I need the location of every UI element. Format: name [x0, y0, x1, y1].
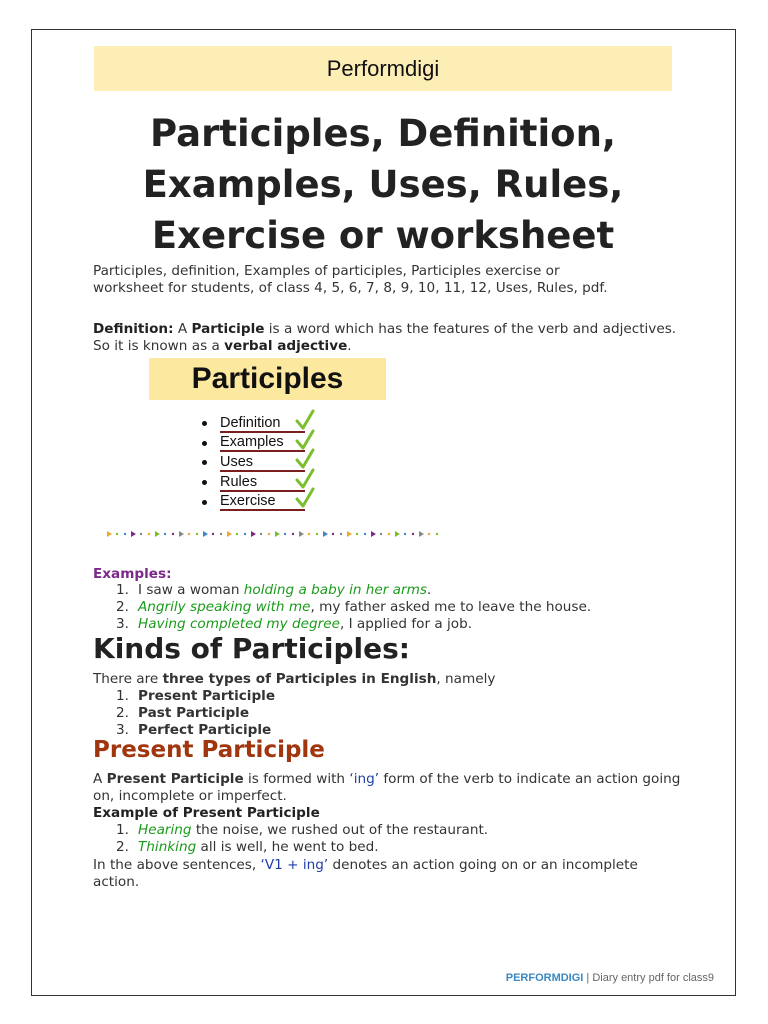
para-bold: Present Participle — [106, 771, 244, 787]
para-text: form of the verb to indicate an action going on, incomplete or imperfect. — [93, 771, 681, 804]
graphic-title: Participles — [149, 358, 386, 400]
divider-mark — [124, 533, 126, 535]
present-example-heading: Example of Present Participle — [93, 805, 320, 821]
checkmark-icon — [295, 487, 315, 509]
bullet-icon — [202, 500, 207, 505]
title-line-1: Participles, Definition, — [150, 112, 616, 155]
intro-text: , namely — [436, 671, 496, 687]
intro-paragraph — [93, 263, 683, 297]
kinds-heading: Kinds of Participles: — [93, 632, 410, 665]
page-title — [94, 108, 672, 261]
divider-mark — [340, 533, 342, 535]
divider-mark — [116, 533, 118, 535]
list-item — [116, 688, 275, 705]
kinds-list — [116, 688, 275, 739]
footer-separator: | — [583, 972, 593, 984]
topic-label: Definition — [220, 415, 305, 433]
participle-phrase: Having completed my degree — [138, 616, 340, 632]
para-text: denotes an action going on or an incomplete action. — [93, 857, 638, 890]
topic-label: Uses — [220, 454, 305, 472]
bullet-icon — [202, 421, 207, 426]
bullet-icon — [202, 460, 207, 465]
divider-mark — [164, 533, 166, 535]
divider-mark — [347, 531, 352, 537]
para-text: A — [93, 771, 107, 787]
divider-mark — [371, 531, 376, 537]
item-number: 1. — [116, 822, 129, 838]
divider-mark — [316, 533, 318, 535]
item-number: 2. — [116, 599, 129, 615]
footer-brand-link[interactable]: PERFORMDIGI — [505, 972, 584, 984]
divider-mark — [251, 531, 256, 537]
list-item — [116, 822, 488, 839]
divider-mark — [203, 531, 208, 537]
examples-heading: Examples: — [93, 566, 172, 582]
divider-mark — [356, 533, 358, 535]
list-item — [116, 705, 275, 722]
intro-bold: three types of Participles in English — [162, 671, 437, 687]
list-item — [116, 582, 591, 599]
item-text: I saw a woman — [138, 582, 244, 598]
divider-mark — [380, 533, 382, 535]
para-highlight: ‘ing’ — [349, 771, 380, 787]
divider-mark — [395, 531, 400, 537]
present-examples-list — [116, 822, 488, 856]
header-band — [94, 46, 672, 91]
kind-label: Past Participle — [138, 705, 250, 721]
divider-mark — [428, 533, 430, 535]
examples-list — [116, 582, 591, 633]
list-item — [116, 599, 591, 616]
present-participle-heading: Present Participle — [93, 737, 325, 763]
divider-mark — [412, 533, 414, 535]
divider-mark — [244, 533, 246, 535]
divider-mark — [404, 533, 406, 535]
topic-label: Examples — [220, 434, 305, 452]
divider-mark — [107, 531, 112, 537]
divider-mark — [260, 533, 262, 535]
topic-label: Exercise — [220, 493, 305, 511]
divider-mark — [172, 533, 174, 535]
list-item — [116, 839, 488, 856]
intro-line-1: Participles, definition, Examples of participles, Participles exercise or — [93, 263, 560, 279]
divider-mark — [196, 533, 198, 535]
topics-list — [202, 414, 305, 512]
divider-mark — [188, 533, 190, 535]
list-item — [116, 616, 591, 633]
topic-item — [202, 453, 305, 473]
divider-mark — [323, 531, 328, 537]
item-number: 1. — [116, 582, 129, 598]
divider-mark — [275, 531, 280, 537]
divider-mark — [284, 533, 286, 535]
divider-mark — [332, 533, 334, 535]
divider-mark — [212, 533, 214, 535]
divider-mark — [268, 533, 270, 535]
para-text: is formed with — [243, 771, 350, 787]
item-text: all is well, he went to bed. — [196, 839, 379, 855]
topic-item — [202, 492, 305, 512]
bullet-icon — [202, 441, 207, 446]
divider-mark — [155, 531, 160, 537]
definition-term: Participle — [191, 321, 265, 337]
definition-paragraph — [93, 321, 683, 355]
item-text: the noise, we rushed out of the restaurant. — [191, 822, 489, 838]
definition-text-3: . — [347, 338, 352, 354]
participle-word: Hearing — [138, 822, 192, 838]
definition-text-2: is a word which has the features of the verb and adjectives. So it is known as a — [93, 321, 677, 354]
divider-mark — [419, 531, 424, 537]
definition-text-1: A — [173, 321, 192, 337]
item-number: 1. — [116, 688, 129, 704]
participle-phrase: holding a baby in her arms — [243, 582, 427, 598]
divider-mark — [131, 531, 136, 537]
summary-paragraph — [93, 857, 683, 891]
divider-mark — [292, 533, 294, 535]
bullet-icon — [202, 480, 207, 485]
present-participle-paragraph — [93, 771, 683, 805]
footer-text: Diary entry pdf for class9 — [592, 972, 714, 984]
topic-item — [202, 434, 305, 454]
title-line-2: Examples, Uses, Rules, — [142, 163, 624, 206]
divider-mark — [220, 533, 222, 535]
kind-label: Present Participle — [138, 688, 276, 704]
intro-text: There are — [93, 671, 163, 687]
definition-label: Definition: — [93, 321, 174, 337]
item-number: 2. — [116, 705, 129, 721]
divider-mark — [148, 533, 150, 535]
divider-mark — [436, 533, 438, 535]
para-text: In the above sentences, — [93, 857, 261, 873]
item-number: 3. — [116, 616, 129, 632]
item-number: 3. — [116, 722, 129, 738]
participle-word: Thinking — [138, 839, 197, 855]
kinds-intro — [93, 671, 495, 687]
divider-mark — [308, 533, 310, 535]
topic-label: Rules — [220, 474, 305, 492]
divider-mark — [388, 533, 390, 535]
participle-phrase: Angrily speaking with me — [138, 599, 311, 615]
definition-term-2: verbal adjective — [224, 338, 348, 354]
para-highlight: ‘V1 + ing’ — [260, 857, 329, 873]
divider-mark — [299, 531, 304, 537]
footer — [506, 972, 714, 984]
item-text: . — [426, 582, 432, 598]
divider-mark — [236, 533, 238, 535]
topic-item — [202, 473, 305, 493]
kind-label: Perfect Participle — [138, 722, 272, 738]
intro-line-2: worksheet for students, of class 4, 5, 6, 7, 8, 9, 10, 11, 12, Uses, Rules, pdf. — [93, 280, 608, 296]
divider-mark — [140, 533, 142, 535]
item-text: , I applied for a job. — [339, 616, 473, 632]
site-name: Performdigi — [326, 55, 440, 81]
topic-item — [202, 414, 305, 434]
decorative-divider — [105, 528, 445, 540]
title-line-3: Exercise or worksheet — [151, 214, 615, 257]
divider-mark — [179, 531, 184, 537]
item-number: 2. — [116, 839, 129, 855]
divider-mark — [364, 533, 366, 535]
item-text: , my father asked me to leave the house. — [310, 599, 592, 615]
divider-mark — [227, 531, 232, 537]
